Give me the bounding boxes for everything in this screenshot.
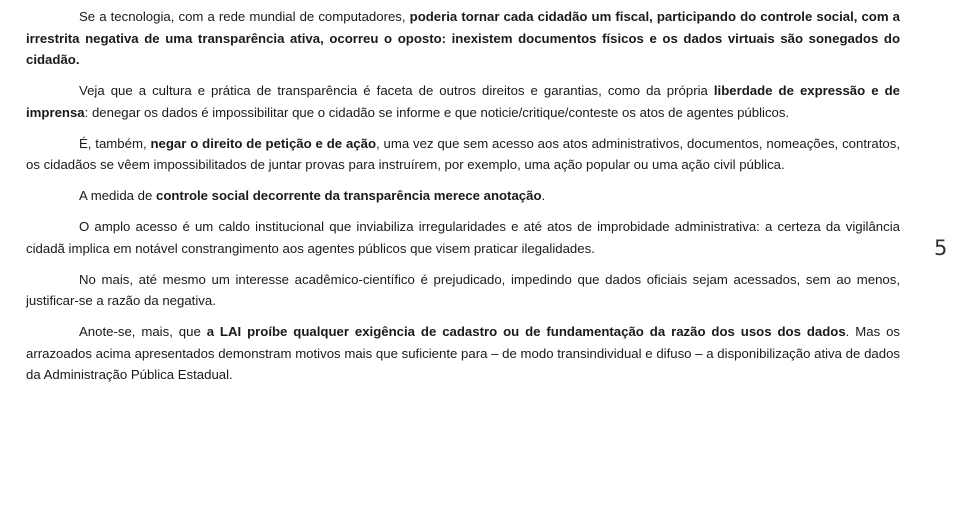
bold-text-segment: negar o direito de petição e de ação [150, 135, 377, 151]
text-segment: , uma vez que sem acesso aos atos administrativos, documentos, nomeações, contratos, os cidadãos se vêem impossibilitados de juntar provas para instruírem, por exemplo, uma ação popular ou uma ação civil pública. [26, 135, 900, 172]
text-segment: Anote-se, mais, que [79, 324, 207, 339]
text-segment: Veja que a cultura e prática de transparência é faceta de outros direitos e garantias, como da própria [79, 83, 714, 98]
bold-text-segment: poderia tornar cada cidadão um fiscal, participando do controle social, com a irrestrita negativa de uma transparência ativa, ocorreu o oposto: inexistem documentos físicos e os dados virtuais são sonegados do cidadão. [26, 9, 901, 67]
bold-text-segment: liberdade de expressão e de imprensa [26, 83, 900, 120]
text-segment: O amplo acesso é um caldo institucional que inviabiliza irregularidades e até atos de improbidade administrativa: a certeza da vigilância cidadã implica em notável constrangimento aos agentes públicos que visem praticar ilegalidades. [26, 219, 900, 256]
paragraph [26, 269, 900, 312]
paragraph [26, 133, 900, 176]
bold-text-segment: controle social decorrente da transparência merece anotação [155, 188, 542, 203]
text-segment: Se a tecnologia, com a rede mundial de computadores, [79, 9, 410, 24]
text-segment: . [541, 188, 546, 203]
paragraph [26, 185, 900, 207]
text-segment: No mais, até mesmo um interesse acadêmico-científico é prejudicado, impedindo que dados oficiais sejam acessados, sem ao menos, justificar-se a razão da negativa. [26, 271, 900, 308]
paragraph [26, 6, 900, 71]
page-number: 5 [934, 236, 948, 260]
text-segment: É, também, [79, 135, 151, 151]
bold-text-segment: a LAI proíbe qualquer exigência de cadastro ou de fundamentação da razão dos usos dos dados [206, 324, 846, 339]
paragraph [26, 216, 900, 259]
paragraph [26, 80, 900, 123]
text-segment: . Mas os arrazoados acima apresentados demonstram motivos mais que suficiente para – de modo transindividual e difuso – a disponibilização ativa de dados da Administração Pública Estadual. [26, 324, 900, 382]
text-segment: A medida de [79, 188, 156, 203]
document-body [26, 6, 900, 395]
paragraph [26, 321, 900, 386]
text-segment: : denegar os dados é impossibilitar que o cidadão se informe e que noticie/critique/conteste os atos de agentes públicos. [84, 104, 790, 120]
